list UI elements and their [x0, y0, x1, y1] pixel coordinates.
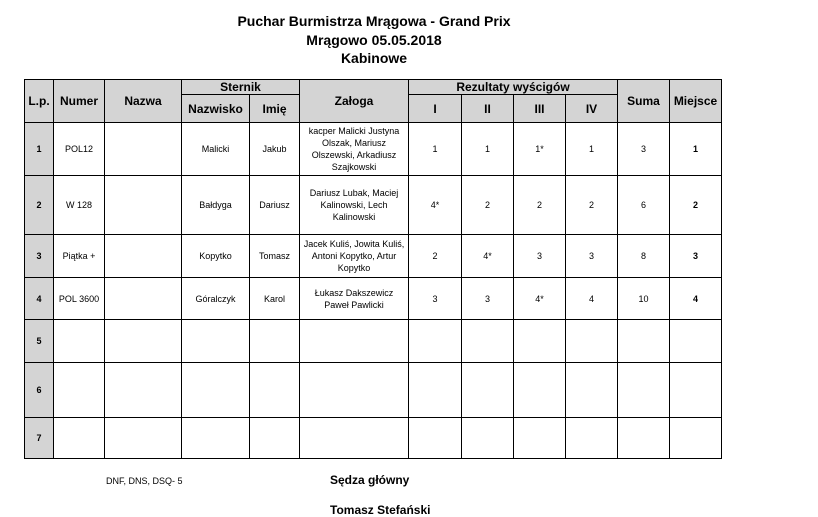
row-numer	[54, 363, 105, 418]
row-imie: Jakub	[250, 123, 300, 176]
row-race-2	[462, 363, 514, 418]
header-lp: L.p.	[25, 80, 54, 123]
row-imie	[250, 363, 300, 418]
row-nazwa	[105, 363, 182, 418]
row-suma	[618, 418, 670, 459]
row-race-2	[462, 320, 514, 363]
header-race-2: II	[462, 95, 514, 123]
row-lp: 1	[25, 123, 54, 176]
row-lp: 5	[25, 320, 54, 363]
row-race-3: 1*	[514, 123, 566, 176]
table-row	[25, 418, 722, 459]
row-miejsce: 2	[670, 176, 722, 235]
row-race-3	[514, 320, 566, 363]
header-rezultaty: Rezultaty wyścigów	[409, 80, 618, 95]
row-race-4	[566, 320, 618, 363]
row-suma: 8	[618, 235, 670, 278]
document-subtitle: Mrągowo 05.05.2018	[306, 32, 442, 48]
row-suma: 6	[618, 176, 670, 235]
table-row	[25, 123, 722, 176]
penalty-note: DNF, DNS, DSQ- 5	[106, 476, 183, 486]
row-race-1: 3	[409, 278, 462, 320]
row-race-2: 1	[462, 123, 514, 176]
row-numer: POL12	[54, 123, 105, 176]
row-race-4: 4	[566, 278, 618, 320]
row-numer	[54, 418, 105, 459]
chief-judge-name: Tomasz Stefański	[330, 503, 431, 517]
row-zaloga	[300, 320, 409, 363]
row-race-2	[462, 418, 514, 459]
row-race-3	[514, 363, 566, 418]
header-race-4: IV	[566, 95, 618, 123]
row-race-1	[409, 418, 462, 459]
row-race-2: 3	[462, 278, 514, 320]
row-race-4: 3	[566, 235, 618, 278]
row-zaloga	[300, 363, 409, 418]
row-race-1: 4*	[409, 176, 462, 235]
row-race-4: 2	[566, 176, 618, 235]
row-imie: Karol	[250, 278, 300, 320]
chief-judge-label: Sędza główny	[330, 473, 410, 487]
row-race-4	[566, 418, 618, 459]
row-nazwa	[105, 320, 182, 363]
row-miejsce: 3	[670, 235, 722, 278]
row-lp: 2	[25, 176, 54, 235]
row-nazwa	[105, 418, 182, 459]
row-imie: Tomasz	[250, 235, 300, 278]
row-race-3: 2	[514, 176, 566, 235]
row-nazwisko	[182, 320, 250, 363]
row-nazwisko: Malicki	[182, 123, 250, 176]
row-imie: Dariusz	[250, 176, 300, 235]
table-row	[25, 278, 722, 320]
row-lp: 4	[25, 278, 54, 320]
row-zaloga: Dariusz Lubak, Maciej Kalinowski, Lech Kalinowski	[300, 176, 409, 235]
row-race-3: 4*	[514, 278, 566, 320]
row-suma	[618, 320, 670, 363]
row-numer: Piątka +	[54, 235, 105, 278]
row-race-1	[409, 363, 462, 418]
row-suma	[618, 363, 670, 418]
header-zaloga: Załoga	[300, 80, 409, 123]
row-nazwa	[105, 176, 182, 235]
document-title: Puchar Burmistrza Mrągowa - Grand Prix	[237, 13, 511, 29]
table-row	[25, 363, 722, 418]
row-race-4	[566, 363, 618, 418]
row-race-2: 2	[462, 176, 514, 235]
row-nazwisko	[182, 363, 250, 418]
row-numer: W 128	[54, 176, 105, 235]
header-miejsce: Miejsce	[670, 80, 722, 123]
row-race-2: 4*	[462, 235, 514, 278]
header-numer: Numer	[54, 80, 105, 123]
header-race-3: III	[514, 95, 566, 123]
header-suma: Suma	[618, 80, 670, 123]
row-numer: POL 3600	[54, 278, 105, 320]
row-miejsce: 4	[670, 278, 722, 320]
row-miejsce: 1	[670, 123, 722, 176]
row-race-1	[409, 320, 462, 363]
row-nazwa	[105, 123, 182, 176]
header-imie: Imię	[250, 95, 300, 123]
row-nazwa	[105, 235, 182, 278]
row-nazwisko: Kopytko	[182, 235, 250, 278]
row-zaloga: Jacek Kuliś, Jowita Kuliś, Antoni Kopytko, Artur Kopytko	[300, 235, 409, 278]
row-imie	[250, 320, 300, 363]
header-sternik: Sternik	[182, 80, 300, 95]
row-suma: 3	[618, 123, 670, 176]
row-zaloga: Łukasz Dakszewicz Paweł Pawlicki	[300, 278, 409, 320]
table-header	[25, 80, 722, 123]
row-race-3: 3	[514, 235, 566, 278]
row-nazwa	[105, 278, 182, 320]
row-zaloga: kacper Malicki Justyna Olszak, Mariusz Olszewski, Arkadiusz Szajkowski	[300, 123, 409, 176]
header-nazwisko: Nazwisko	[182, 95, 250, 123]
row-miejsce	[670, 363, 722, 418]
row-lp: 6	[25, 363, 54, 418]
boat-class-title: Kabinowe	[340, 50, 408, 66]
row-nazwisko	[182, 418, 250, 459]
row-imie	[250, 418, 300, 459]
row-zaloga	[300, 418, 409, 459]
row-race-1: 1	[409, 123, 462, 176]
header-nazwa: Nazwa	[105, 80, 182, 123]
table-row	[25, 235, 722, 278]
row-race-3	[514, 418, 566, 459]
row-lp: 3	[25, 235, 54, 278]
row-suma: 10	[618, 278, 670, 320]
row-nazwisko: Góralczyk	[182, 278, 250, 320]
row-miejsce	[670, 418, 722, 459]
row-nazwisko: Bałdyga	[182, 176, 250, 235]
header-race-1: I	[409, 95, 462, 123]
row-miejsce	[670, 320, 722, 363]
table-body	[25, 123, 722, 459]
results-table	[24, 79, 722, 459]
row-numer	[54, 320, 105, 363]
table-row	[25, 176, 722, 235]
row-lp: 7	[25, 418, 54, 459]
row-race-1: 2	[409, 235, 462, 278]
row-race-4: 1	[566, 123, 618, 176]
table-row	[25, 320, 722, 363]
